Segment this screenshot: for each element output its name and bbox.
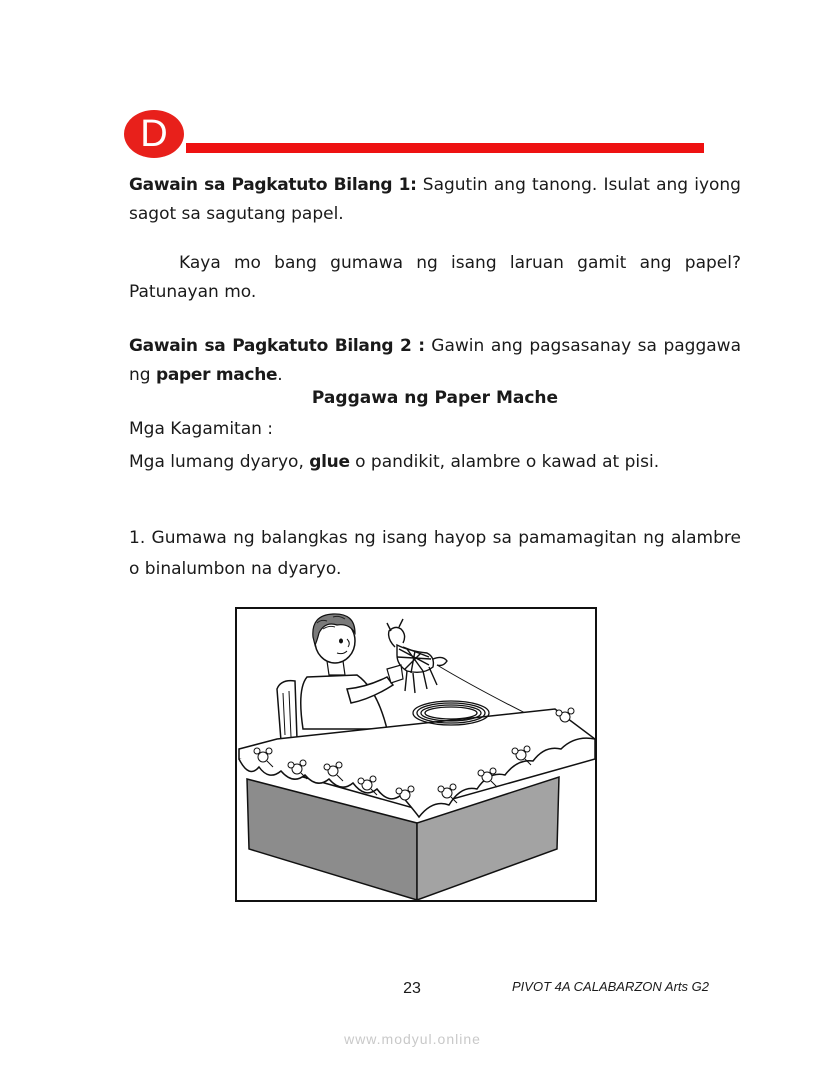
activity1-question: Kaya mo bang gumawa ng isang laruan gamit ang papel? Patunayan mo. [129,253,741,302]
footer-source: PIVOT 4A CALABARZON Arts G2 [512,979,709,994]
section-letter-badge [124,110,184,158]
activity2-instruction: Gawain sa Pagkatuto Bilang 2 : Gawin ang pagsasanay sa paggawa ng paper mache. [129,336,741,385]
glue-term: glue [309,452,350,472]
section-letter: D [140,113,168,155]
paper-mache-term: paper mache [155,365,278,385]
activity1-text: Sagutin ang tanong. Isulat ang iyong sagot sa sagutang papel. [129,175,741,224]
step-1-text: 1. Gumawa ng balangkas ng isang hayop sa pamamagitan ng alambre o binalumbon na dyaryo. [129,528,741,579]
materials-label: Mga Kagamitan : [129,419,274,439]
activity1-title: Gawain sa Pagkatuto Bilang 1: [129,175,417,195]
watermark: www.modyul.online [344,1031,481,1047]
page-number: 23 [403,980,421,997]
section-divider-bar [186,143,704,153]
child-making-wire-animal-at-table-illustration [235,607,597,902]
illustration-drawing [237,609,595,900]
activity2-heading: Paggawa ng Paper Mache [311,388,559,408]
activity1-instruction [129,171,741,229]
activity2-title: Gawain sa Pagkatuto Bilang 2 : [129,336,425,356]
materials-list: Mga lumang dyaryo, glue o pandikit, alambre o kawad at pisi. [129,452,660,472]
